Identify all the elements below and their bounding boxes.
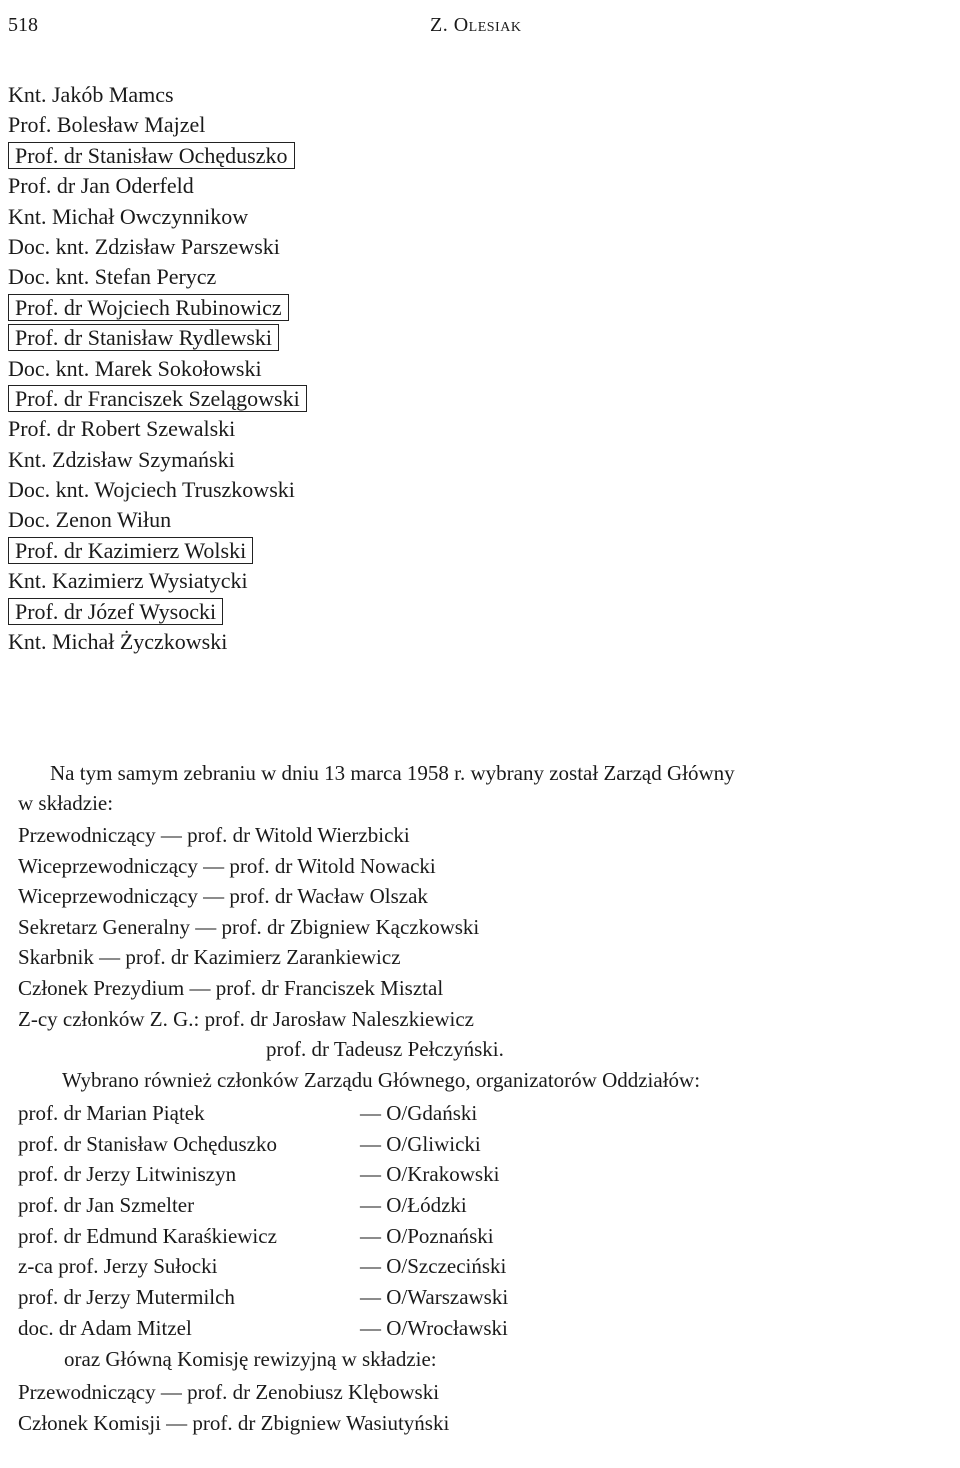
member-name: Prof. dr Robert Szewalski (8, 416, 236, 442)
board-list (18, 820, 504, 1065)
organizer-row (18, 1190, 508, 1221)
member-name: Prof. dr Jan Oderfeld (8, 173, 194, 199)
board-row: Przewodniczący — prof. dr Witold Wierzbicki (18, 823, 410, 847)
intro-paragraph-line1: Na tym samym zebraniu w dniu 13 marca 1958 r. wybrany został Zarząd Główny (50, 761, 735, 785)
organizer-row (18, 1221, 508, 1252)
board-row: Wiceprzewodniczący — prof. dr Witold Nowacki (18, 853, 436, 878)
intro-paragraph-line2: w składzie: (18, 791, 114, 815)
organizer-row (18, 1251, 508, 1282)
member-name: Doc. Zenon Wiłun (8, 507, 172, 533)
organizer-row (18, 1313, 508, 1344)
organizer-name: prof. dr Jan Szmelter (18, 1193, 195, 1218)
organizer-branch: — O/Gliwicki (360, 1131, 481, 1156)
organizer-branch: — O/Krakowski (360, 1162, 500, 1187)
member-name: Prof. dr Stanisław Rydlewski (8, 324, 279, 351)
member-row (8, 597, 307, 627)
organizer-row (18, 1282, 508, 1313)
member-row (8, 475, 307, 505)
organizers-list (18, 1098, 508, 1344)
organizer-row (18, 1159, 508, 1190)
board-row: Skarbnik — prof. dr Kazimierz Zarankiewicz (18, 945, 401, 970)
organizer-branch: — O/Gdański (360, 1101, 478, 1125)
running-head (430, 14, 521, 37)
organizer-branch: — O/Szczeciński (360, 1254, 507, 1279)
member-row (8, 171, 307, 201)
running-head-text: Z. Olesiak (430, 14, 522, 36)
member-row (8, 445, 307, 475)
member-row (8, 384, 307, 414)
member-row (8, 262, 307, 292)
member-name: Doc. knt. Wojciech Truszkowski (8, 477, 295, 503)
member-row (8, 627, 307, 657)
member-row (8, 505, 307, 535)
organizer-row (18, 1129, 508, 1160)
member-name: Knt. Zdzisław Szymański (8, 446, 235, 472)
member-name: Doc. knt. Zdzisław Parszewski (8, 233, 280, 259)
member-name: Prof. Bolesław Majzel (8, 112, 206, 138)
organizer-row (18, 1098, 508, 1129)
organizer-name: prof. dr Edmund Karaśkiewicz (18, 1223, 277, 1248)
page-number: 518 (8, 14, 38, 36)
member-name: Prof. dr Józef Wysocki (8, 598, 223, 625)
member-row (8, 414, 307, 444)
member-name: Doc. knt. Stefan Perycz (8, 264, 217, 290)
member-row (8, 80, 307, 110)
member-name: Prof. dr Stanisław Ochęduszko (8, 142, 295, 169)
audit-row: Członek Komisji — prof. dr Zbigniew Wasiutyński (18, 1411, 450, 1435)
board-row: Z-cy członków Z. G.: prof. dr Jarosław Naleszkiewicz (18, 1006, 475, 1031)
member-row (8, 536, 307, 566)
member-name: Prof. dr Kazimierz Wolski (8, 537, 253, 564)
organizer-name: prof. dr Stanisław Ochęduszko (18, 1131, 277, 1156)
member-row (8, 141, 307, 171)
organizer-name: z-ca prof. Jerzy Sułocki (18, 1254, 218, 1279)
organizer-branch: — O/Łódzki (360, 1193, 467, 1218)
members-list (8, 80, 307, 657)
board-row: Członek Prezydium — prof. dr Franciszek Misztal (18, 975, 444, 1000)
member-name: Prof. dr Franciszek Szelągowski (8, 385, 307, 412)
member-row (8, 323, 307, 353)
audit-intro: oraz Główną Komisję rewizyjną w składzie: (64, 1347, 437, 1371)
organizer-name: prof. dr Jerzy Mutermilch (18, 1285, 235, 1310)
member-row (8, 566, 307, 596)
member-row (8, 202, 307, 232)
board-row: Wiceprzewodniczący — prof. dr Wacław Olszak (18, 884, 428, 909)
member-name: Doc. knt. Marek Sokołowski (8, 355, 262, 381)
organizer-branch: — O/Warszawski (360, 1285, 509, 1310)
audit-row: Przewodniczący — prof. dr Zenobiusz Klębowski (18, 1380, 440, 1404)
organizer-branch: — O/Poznański (360, 1223, 494, 1248)
member-name: Knt. Michał Owczynnikow (8, 203, 249, 229)
member-row (8, 110, 307, 140)
board-row: Sekretarz Generalny — prof. dr Zbigniew Kączkowski (18, 914, 480, 939)
member-name: Knt. Kazimierz Wysiatycki (8, 568, 248, 594)
audit-list (18, 1377, 449, 1439)
member-row (8, 232, 307, 262)
organizer-branch: — O/Wrocławski (360, 1315, 508, 1340)
member-name: Knt. Jakób Mamcs (8, 82, 174, 107)
member-row (8, 293, 307, 323)
member-row (8, 354, 307, 384)
organizer-name: prof. dr Marian Piątek (18, 1101, 205, 1125)
member-name: Prof. dr Wojciech Rubinowicz (8, 294, 289, 321)
board-extra-text: prof. dr Tadeusz Pełczyński. (266, 1037, 504, 1062)
organizer-name: prof. dr Jerzy Litwiniszyn (18, 1162, 237, 1187)
organizer-name: doc. dr Adam Mitzel (18, 1315, 192, 1340)
board-row-extra (18, 1034, 504, 1065)
member-name: Knt. Michał Życzkowski (8, 629, 228, 655)
organizers-intro: Wybrano również członków Zarządu Głównego, organizatorów Oddziałów: (62, 1068, 701, 1092)
